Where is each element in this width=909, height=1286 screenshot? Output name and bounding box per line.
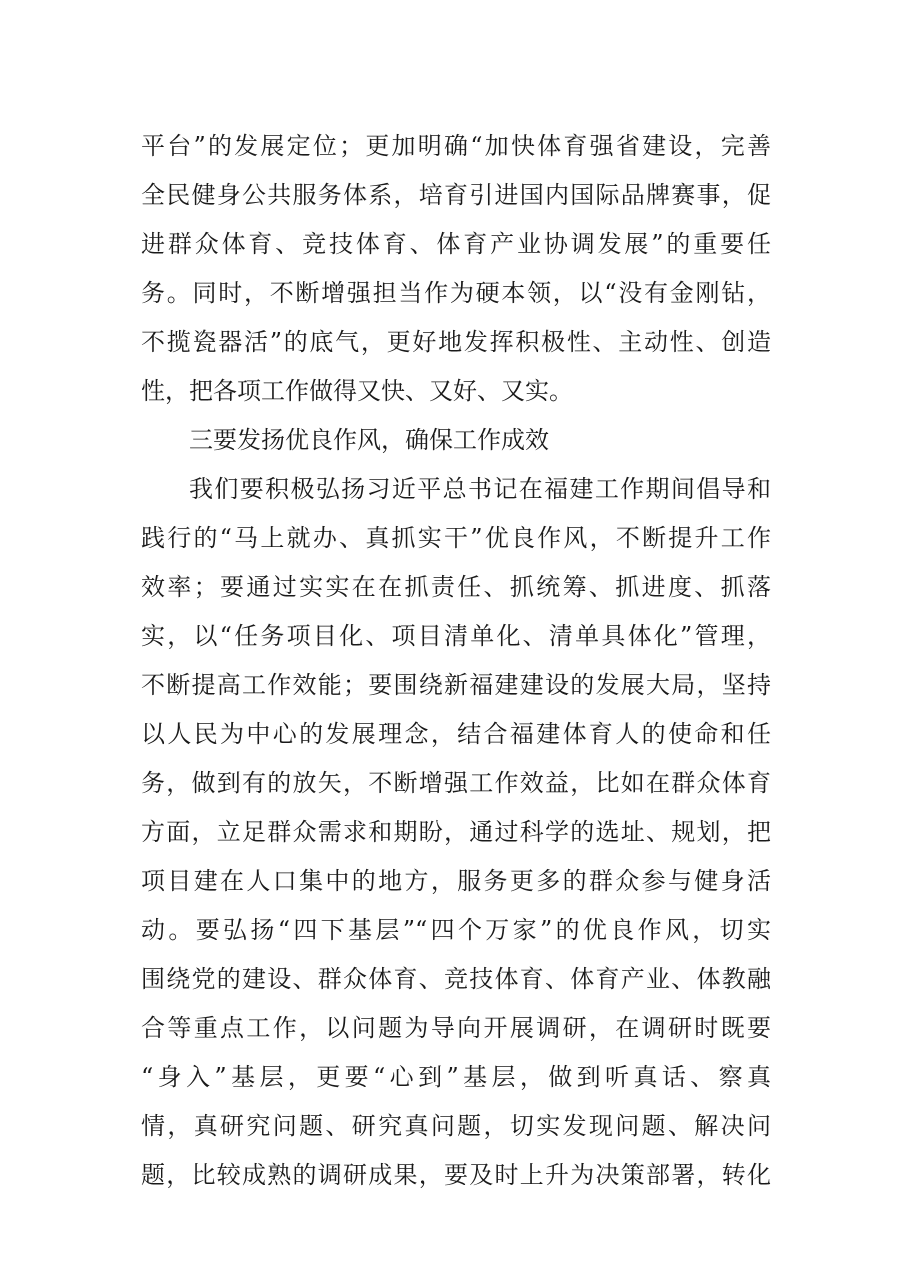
paragraph-2-line: 效率；要通过实实在在抓责任、抓统筹、抓进度、抓落 — [141, 573, 771, 601]
paragraph-2-line: 动。要弘扬“四下基层”“四个万家”的优良作风，切实 — [141, 916, 771, 944]
document-body — [141, 122, 771, 1200]
paragraph-2-line: 情，真研究问题、研究真问题，切实发现问题、解决问 — [141, 1112, 771, 1140]
paragraph-2-line: 方面，立足群众需求和期盼，通过科学的选址、规划，把 — [141, 818, 771, 846]
paragraph-1-line: 性，把各项工作做得又快、又好、又实。 — [141, 377, 573, 405]
section-heading: 三要发扬优良作风，确保工作成效 — [189, 426, 549, 454]
paragraph-2-line: 践行的“马上就办、真抓实干”优良作风，不断提升工作 — [141, 524, 771, 552]
paragraph-1-line: 务。同时，不断增强担当作为硬本领，以“没有金刚钻， — [141, 279, 771, 307]
paragraph-2-line: 题，比较成熟的调研成果，要及时上升为决策部署，转化 — [141, 1161, 771, 1189]
paragraph-1-line: 进群众体育、竞技体育、体育产业协调发展”的重要任 — [141, 230, 771, 258]
paragraph-2-line: “身入”基层，更要“心到”基层，做到听真话、察真 — [141, 1063, 771, 1091]
paragraph-2-line: 项目建在人口集中的地方，服务更多的群众参与健身活 — [141, 867, 771, 895]
paragraph-2-line: 以人民为中心的发展理念，结合福建体育人的使命和任 — [141, 720, 771, 748]
paragraph-2-line: 实，以“任务项目化、项目清单化、清单具体化”管理， — [141, 622, 771, 650]
paragraph-1-line: 不揽瓷器活”的底气，更好地发挥积极性、主动性、创造 — [141, 328, 771, 356]
paragraph-1-line: 平台”的发展定位；更加明确“加快体育强省建设，完善 — [141, 132, 771, 160]
paragraph-2-line: 务，做到有的放矢，不断增强工作效益，比如在群众体育 — [141, 769, 771, 797]
paragraph-1-line: 全民健身公共服务体系，培育引进国内国际品牌赛事，促 — [141, 181, 771, 209]
paragraph-2-line: 不断提高工作效能；要围绕新福建建设的发展大局，坚持 — [141, 671, 771, 699]
paragraph-2-line: 合等重点工作，以问题为导向开展调研，在调研时既要 — [141, 1014, 771, 1042]
paragraph-2-line: 围绕党的建设、群众体育、竞技体育、体育产业、体教融 — [141, 965, 771, 993]
paragraph-2-line: 我们要积极弘扬习近平总书记在福建工作期间倡导和 — [189, 475, 771, 503]
